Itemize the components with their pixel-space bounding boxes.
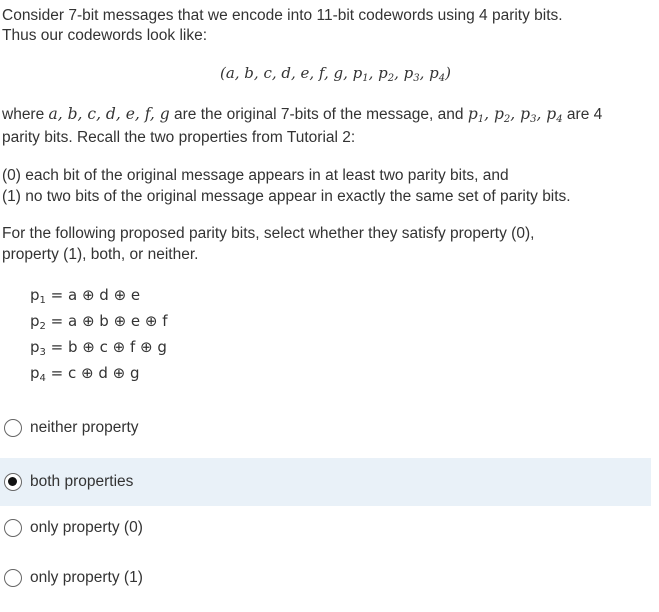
property-0: (0) each bit of the original message appears in at least two parity bits, and bbox=[2, 167, 509, 184]
where-line-1: where a, b, c, d, e, f, g are the original 7-bits of the message, and $p_1$, $p_2$, $p_3$, $p_4$ are 4 bbox=[2, 105, 603, 125]
property-1: (1) no two bits of the original message appear in exactly the same set of parity bits. bbox=[2, 188, 571, 205]
option-only-property-0[interactable] bbox=[0, 504, 651, 552]
instruction-line-1: For the following proposed parity bits, select whether they satisfy property (0), bbox=[2, 225, 535, 242]
radio-button-selected[interactable] bbox=[4, 473, 22, 491]
codeword-expression: (a, b, c, d, e, f, g, $p_1$, $p_2$, $p_3$, $p_4$) bbox=[219, 64, 452, 84]
parity-formula-3: $p_3 = b$ ⊕ c ⊕ f ⊕ g bbox=[30, 338, 167, 358]
instruction-line-2: property (1), both, or neither. bbox=[2, 246, 199, 263]
option-both-properties[interactable] bbox=[0, 458, 651, 506]
parity-formula-2: $p_2 = a$ ⊕ b ⊕ e ⊕ f bbox=[30, 312, 168, 332]
radio-button[interactable] bbox=[4, 419, 22, 437]
option-label: only property (0) bbox=[30, 519, 143, 536]
option-only-property-1[interactable] bbox=[0, 554, 651, 602]
option-neither-property[interactable] bbox=[0, 404, 651, 452]
parity-formula-1: $p_1 = a$ ⊕ d ⊕ e bbox=[30, 286, 141, 306]
parity-variables: $p_1$, $p_2$, $p_3$, $p_4$ bbox=[467, 105, 563, 125]
message-variables: a, b, c, d, e, f, g bbox=[48, 105, 170, 123]
option-label: only property (1) bbox=[30, 569, 143, 586]
option-label: both properties bbox=[30, 473, 134, 490]
intro-line-1: Consider 7-bit messages that we encode into 11-bit codewords using 4 parity bits. bbox=[2, 7, 563, 24]
radio-button[interactable] bbox=[4, 519, 22, 537]
where-line-2: parity bits. Recall the two properties from Tutorial 2: bbox=[2, 129, 356, 146]
radio-button[interactable] bbox=[4, 569, 22, 587]
intro-line-2: Thus our codewords look like: bbox=[2, 27, 208, 44]
option-label: neither property bbox=[30, 419, 139, 436]
codeword-prefix: (a, b, c, d, e, f, g, bbox=[219, 64, 353, 82]
radio-selected-dot bbox=[8, 477, 17, 486]
parity-formula-4: $p_4 = c$ ⊕ d ⊕ g bbox=[30, 364, 140, 384]
